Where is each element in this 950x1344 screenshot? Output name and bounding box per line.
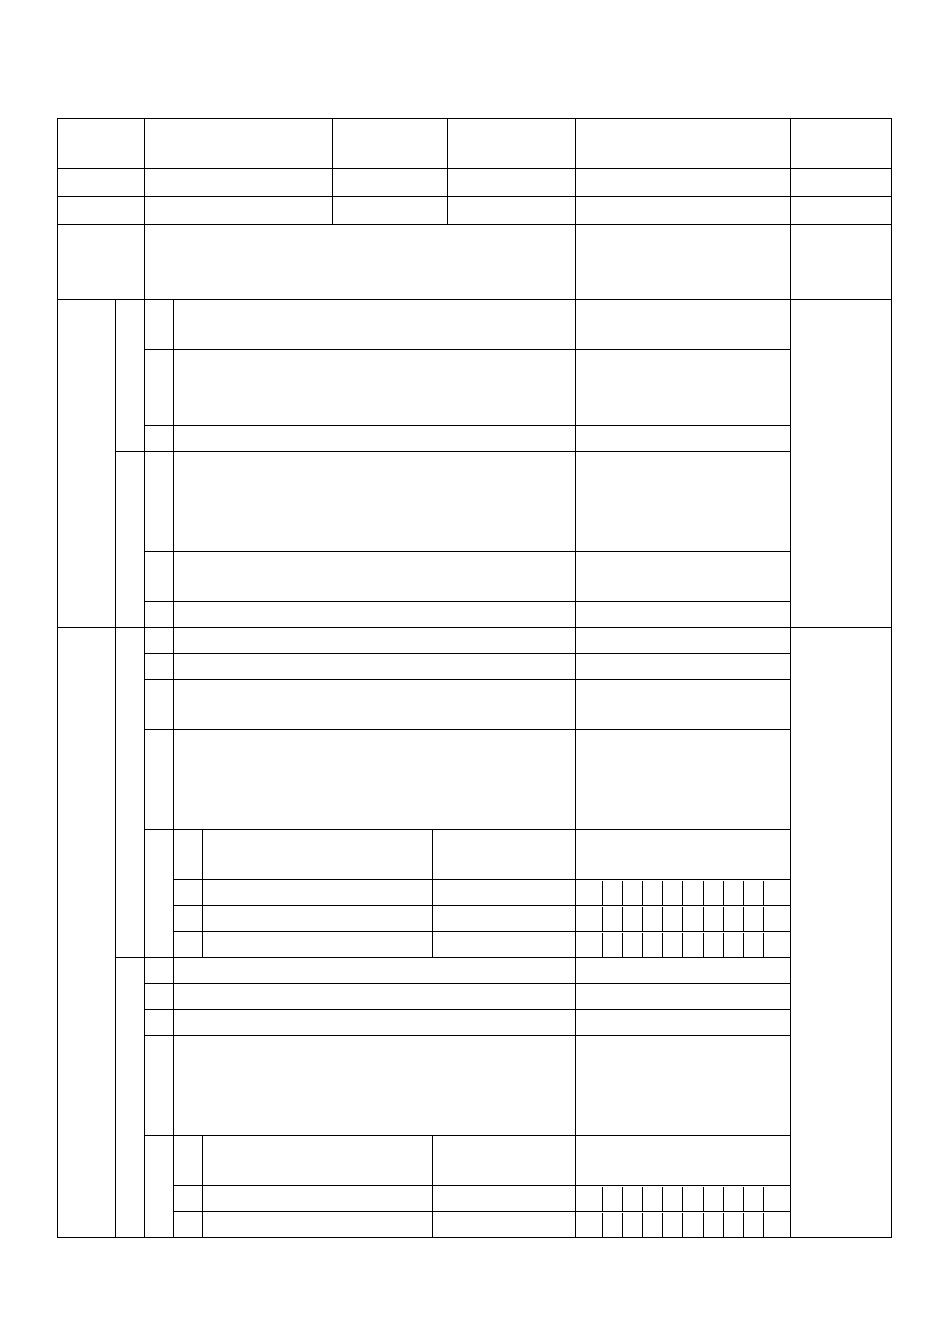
item-requirement xyxy=(174,426,576,452)
item-requirement xyxy=(174,552,576,602)
deviation-cell[interactable] xyxy=(643,907,663,931)
deviation-cell[interactable] xyxy=(622,933,642,957)
deviation-cell[interactable] xyxy=(622,1213,642,1237)
item-number xyxy=(145,426,174,452)
tol-item xyxy=(203,932,433,958)
deviation-cell[interactable] xyxy=(703,1213,723,1237)
check-record-cell[interactable] xyxy=(576,300,791,350)
supervision-general-cell[interactable] xyxy=(791,628,892,1238)
tol-item xyxy=(203,1186,433,1212)
item-number xyxy=(145,602,174,628)
deviation-cell[interactable] xyxy=(602,1187,622,1211)
supervision-main-cell[interactable] xyxy=(791,300,892,628)
item-number xyxy=(145,628,174,654)
item-number xyxy=(145,1010,174,1036)
deviation-cell[interactable] xyxy=(663,907,683,931)
tol-item xyxy=(203,880,433,906)
group-general xyxy=(58,628,116,1238)
tol-col-item xyxy=(203,1136,433,1186)
contractor-label xyxy=(58,169,145,197)
deviation-cell[interactable] xyxy=(764,1213,784,1237)
item-requirement xyxy=(174,680,576,730)
check-record-cell[interactable] xyxy=(576,1036,791,1136)
deviation-grid-cell[interactable] xyxy=(576,880,791,906)
deviation-cell[interactable] xyxy=(683,881,703,905)
deviation-cell[interactable] xyxy=(582,907,602,931)
deviation-cell[interactable] xyxy=(744,907,764,931)
batch-part-label xyxy=(333,119,448,169)
subgroup-concrete xyxy=(116,300,145,452)
deviation-cell[interactable] xyxy=(643,1187,663,1211)
subcontractor-label xyxy=(58,197,145,225)
tol-index xyxy=(174,906,203,932)
deviation-cell[interactable] xyxy=(703,933,723,957)
deviation-cell[interactable] xyxy=(602,881,622,905)
tol-col-index xyxy=(174,1136,203,1186)
deviation-grid-cell[interactable] xyxy=(576,1186,791,1212)
deviation-cell[interactable] xyxy=(764,1187,784,1211)
item-requirement xyxy=(174,984,576,1010)
deviation-cell[interactable] xyxy=(622,1187,642,1211)
tol-value xyxy=(433,932,576,958)
deviation-cell[interactable] xyxy=(663,1187,683,1211)
item-number xyxy=(145,958,174,984)
check-record-cell[interactable] xyxy=(576,984,791,1010)
tol-index xyxy=(174,1186,203,1212)
tol-col-item xyxy=(203,830,433,880)
deviation-cell[interactable] xyxy=(703,881,723,905)
contractor-value[interactable] xyxy=(145,169,333,197)
item-requirement xyxy=(174,730,576,830)
item-number xyxy=(145,830,174,958)
subgroup-mortar-general xyxy=(116,958,145,1238)
item-requirement xyxy=(174,300,576,350)
standard-value[interactable] xyxy=(791,119,892,169)
item-requirement xyxy=(174,452,576,552)
project-manager-value[interactable] xyxy=(448,169,576,197)
item-requirement xyxy=(174,654,576,680)
seq-header xyxy=(58,225,145,300)
deviation-cell[interactable] xyxy=(602,907,622,931)
check-record-cell[interactable] xyxy=(576,730,791,830)
check-record-cell[interactable] xyxy=(576,654,791,680)
item-requirement xyxy=(174,350,576,426)
subcontractor-value[interactable] xyxy=(145,197,333,225)
deviation-cell[interactable] xyxy=(723,1213,743,1237)
foreman-value[interactable] xyxy=(791,169,892,197)
deviation-cell[interactable] xyxy=(703,907,723,931)
deviation-grid xyxy=(582,881,784,905)
deviation-cell[interactable] xyxy=(764,881,784,905)
inspection-record-table xyxy=(57,118,892,1238)
deviation-cell[interactable] xyxy=(643,881,663,905)
check-record-cell[interactable] xyxy=(576,452,791,552)
project-name-value[interactable] xyxy=(145,119,333,169)
tol-index xyxy=(174,1212,203,1238)
item-number xyxy=(145,1036,174,1136)
subgroup-mortar xyxy=(116,452,145,628)
deviation-cell[interactable] xyxy=(683,1187,703,1211)
deviation-cell[interactable] xyxy=(744,881,764,905)
item-number xyxy=(145,680,174,730)
check-record-cell[interactable] xyxy=(576,602,791,628)
check-record-cell[interactable] xyxy=(576,350,791,426)
foreman-label xyxy=(576,169,791,197)
item-number xyxy=(145,452,174,552)
deviation-cell[interactable] xyxy=(582,1213,602,1237)
deviation-cell[interactable] xyxy=(744,1213,764,1237)
team-leader-label xyxy=(576,197,791,225)
tol-value xyxy=(433,880,576,906)
batch-part-value[interactable] xyxy=(448,119,576,169)
deviation-cell[interactable] xyxy=(663,933,683,957)
item-requirement xyxy=(174,1036,576,1136)
deviation-cell[interactable] xyxy=(744,1187,764,1211)
deviation-cell[interactable] xyxy=(582,1187,602,1211)
deviation-cell[interactable] xyxy=(683,907,703,931)
deviation-cell[interactable] xyxy=(683,1213,703,1237)
check-record-cell[interactable] xyxy=(576,426,791,452)
deviation-cell[interactable] xyxy=(582,881,602,905)
deviation-cell[interactable] xyxy=(723,907,743,931)
tol-value xyxy=(433,906,576,932)
deviation-cell[interactable] xyxy=(643,933,663,957)
tol-index xyxy=(174,932,203,958)
deviation-cell[interactable] xyxy=(723,881,743,905)
item-number xyxy=(145,552,174,602)
deviation-cell[interactable] xyxy=(602,1213,622,1237)
project-manager-label xyxy=(333,169,448,197)
tol-index xyxy=(174,880,203,906)
deviation-cell[interactable] xyxy=(744,933,764,957)
deviation-grid xyxy=(582,933,784,957)
deviation-grid-cell[interactable] xyxy=(576,906,791,932)
item-requirement xyxy=(174,628,576,654)
deviation-cell[interactable] xyxy=(764,907,784,931)
check-record-cell[interactable] xyxy=(576,628,791,654)
deviation-cell[interactable] xyxy=(723,1187,743,1211)
tol-value xyxy=(433,1212,576,1238)
deviation-cell[interactable] xyxy=(723,933,743,957)
item-number xyxy=(145,654,174,680)
item-requirement xyxy=(174,958,576,984)
deviation-cell[interactable] xyxy=(602,933,622,957)
tol-item xyxy=(203,906,433,932)
item-number xyxy=(145,300,174,350)
check-record-cell[interactable] xyxy=(576,958,791,984)
check-record-cell[interactable] xyxy=(576,1136,791,1186)
deviation-cell[interactable] xyxy=(582,933,602,957)
tol-col-index xyxy=(174,830,203,880)
deviation-grid xyxy=(582,1213,784,1237)
check-record-cell[interactable] xyxy=(576,830,791,880)
tol-value xyxy=(433,1186,576,1212)
item-number xyxy=(145,1136,174,1238)
subgroup-concrete-general xyxy=(116,628,145,958)
check-record-header xyxy=(576,225,791,300)
check-record-cell[interactable] xyxy=(576,680,791,730)
item-number xyxy=(145,984,174,1010)
item-requirement xyxy=(174,602,576,628)
tol-col-deviation xyxy=(433,1136,576,1186)
item-number xyxy=(145,350,174,426)
team-leader-value[interactable] xyxy=(791,197,892,225)
deviation-cell[interactable] xyxy=(663,881,683,905)
check-record-cell[interactable] xyxy=(576,1010,791,1036)
item-requirement xyxy=(174,1010,576,1036)
deviation-grid-cell[interactable] xyxy=(576,1212,791,1238)
sub-manager-value[interactable] xyxy=(448,197,576,225)
deviation-cell[interactable] xyxy=(683,933,703,957)
deviation-grid xyxy=(582,1187,784,1211)
deviation-cell[interactable] xyxy=(764,933,784,957)
group-main-control xyxy=(58,300,116,628)
tol-item xyxy=(203,1212,433,1238)
deviation-cell[interactable] xyxy=(703,1187,723,1211)
deviation-cell[interactable] xyxy=(622,907,642,931)
deviation-cell[interactable] xyxy=(643,1213,663,1237)
deviation-cell[interactable] xyxy=(663,1213,683,1237)
project-name-label xyxy=(58,119,145,169)
sub-manager-label xyxy=(333,197,448,225)
check-record-cell[interactable] xyxy=(576,552,791,602)
standard-label xyxy=(576,119,791,169)
supervision-header xyxy=(791,225,892,300)
tol-col-deviation xyxy=(433,830,576,880)
deviation-cell[interactable] xyxy=(622,881,642,905)
deviation-grid-cell[interactable] xyxy=(576,932,791,958)
item-number xyxy=(145,730,174,830)
deviation-grid xyxy=(582,907,784,931)
regulation-header xyxy=(145,225,576,300)
